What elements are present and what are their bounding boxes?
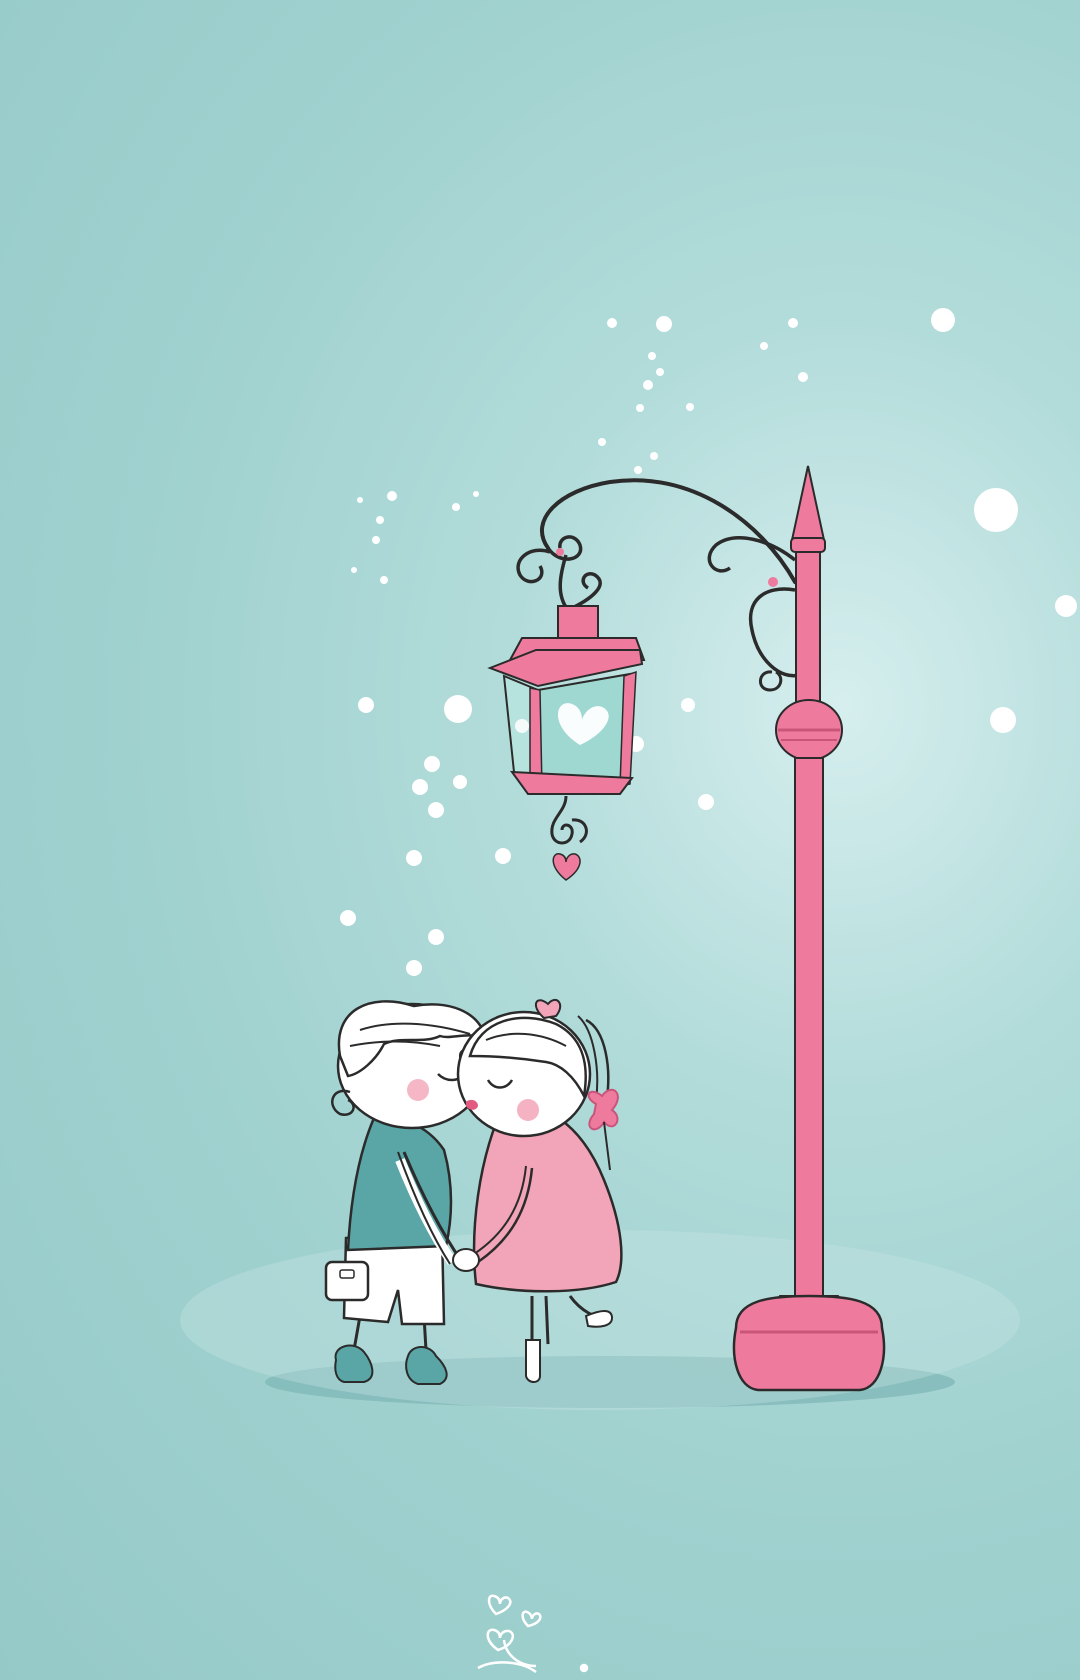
heart-icon xyxy=(478,1596,587,1672)
heart-icon xyxy=(553,854,580,880)
sparkle-icon xyxy=(340,308,1077,976)
lantern-icon xyxy=(490,606,644,880)
